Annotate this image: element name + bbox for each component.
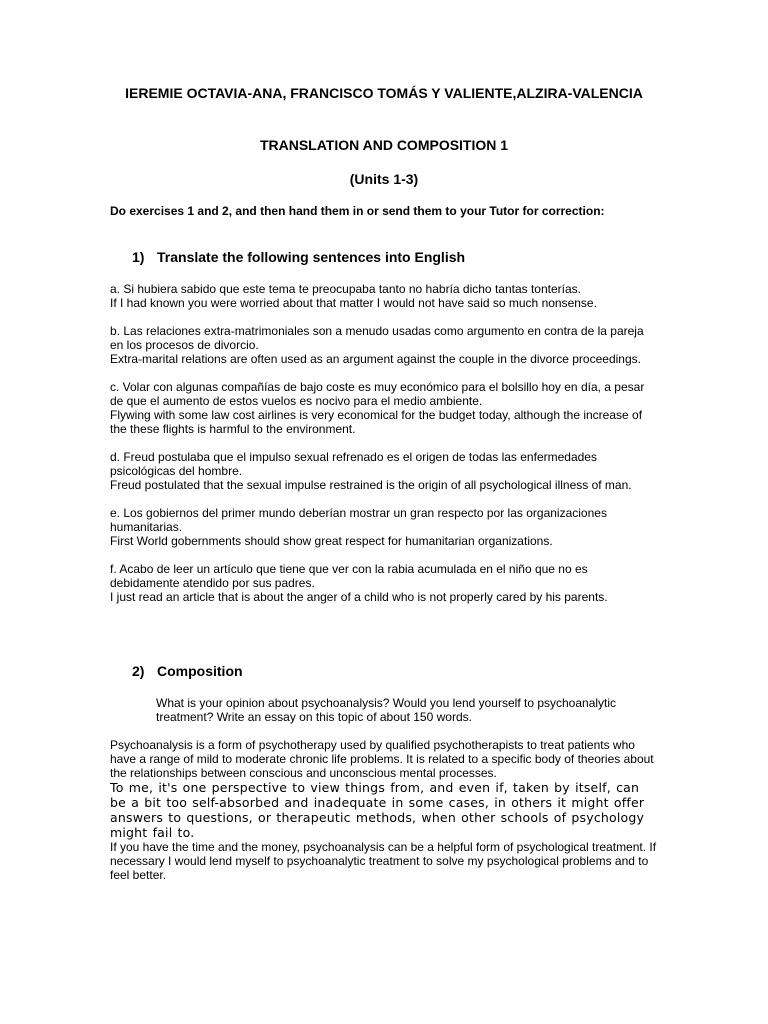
translation-list xyxy=(110,282,658,618)
essay-paragraph-2: To me, it's one perspective to view things from, and even if, taken by itself, can be a bit too self-absorbed and inadequate in some cases, in others it might offer answers to questions, or therapeutic methods, when other schools of psychology might fail to. xyxy=(110,780,645,840)
translation-item-a xyxy=(110,282,658,310)
spanish-sentence: d. Freud postulaba que el impulso sexual refrenado es el origen de todas las enfermedades psicológicas del hombre. xyxy=(110,450,597,478)
english-translation: Freud postulated that the sexual impulse restrained is the origin of all psychological illness of man. xyxy=(110,478,632,492)
composition-essay xyxy=(110,738,658,882)
section-1-heading xyxy=(132,248,465,266)
english-translation: Flywing with some law cost airlines is very economical for the budget today, although the increase of the these flights is harmful to the environment. xyxy=(110,408,643,436)
translation-item-f xyxy=(110,562,658,604)
translation-item-e xyxy=(110,506,658,548)
spanish-sentence: e. Los gobiernos del primer mundo deberían mostrar un gran respecto por las organizaciones humanitarias. xyxy=(110,506,607,534)
instructions-text: Do exercises 1 and 2, and then hand them in or send them to your Tutor for correction: xyxy=(110,204,605,218)
spanish-sentence: a. Si hubiera sabido que este tema te preocupaba tanto no habría dicho tantas tonterías. xyxy=(110,282,581,296)
translation-item-c xyxy=(110,380,658,436)
section-1-title: Translate the following sentences into English xyxy=(157,249,466,265)
section-2-heading xyxy=(132,662,243,680)
english-translation: If I had known you were worried about that matter I would not have said so much nonsense. xyxy=(110,296,597,310)
english-translation: Extra-marital relations are often used as an argument against the couple in the divorce proceedings. xyxy=(110,352,641,366)
essay-paragraph-3: If you have the time and the money, psychoanalysis can be a helpful form of psychological treatment. If necessary I would lend myself to psychoanalytic treatment to solve my psychological problems and to feel better. xyxy=(110,840,657,882)
english-translation: I just read an article that is about the anger of a child who is not properly cared by his parents. xyxy=(110,590,608,604)
composition-prompt: What is your opinion about psychoanalysis? Would you lend yourself to psychoanalytic treatment? Write an essay on this topic of about 150 words. xyxy=(156,696,617,724)
english-translation: First World gobernments should show great respect for humanitarian organizations. xyxy=(110,534,553,548)
units-subtitle: (Units 1-3) xyxy=(349,171,419,187)
translation-item-d xyxy=(110,450,658,492)
section-2-title: Composition xyxy=(157,663,243,679)
document-title: TRANSLATION AND COMPOSITION 1 xyxy=(259,137,509,153)
section-1-number: 1) xyxy=(132,249,145,265)
spanish-sentence: f. Acabo de leer un artículo que tiene que ver con la rabia acumulada en el niño que no es debidamente atendido por sus padres. xyxy=(110,562,588,590)
section-2-number: 2) xyxy=(132,663,145,679)
essay-paragraph-1: Psychoanalysis is a form of psychotherapy used by qualified psychotherapists to treat patients who have a range of mild to moderate chronic life problems. It is related to a specific body of theories about the relationships between conscious and unconscious mental processes. xyxy=(110,738,654,780)
spanish-sentence: c. Volar con algunas compañías de bajo coste es muy económico para el bolsillo hoy en día, a pesar de que el aumento de estos vuelos es nocivo para el medio ambiente. xyxy=(110,380,645,408)
author-heading: IEREMIE OCTAVIA-ANA, FRANCISCO TOMÁS Y VALIENTE,ALZIRA-VALENCIA xyxy=(125,85,643,101)
spanish-sentence: b. Las relaciones extra-matrimoniales son a menudo usadas como argumento en contra de la pareja en los procesos de divorcio. xyxy=(110,324,644,352)
translation-item-b xyxy=(110,324,658,366)
